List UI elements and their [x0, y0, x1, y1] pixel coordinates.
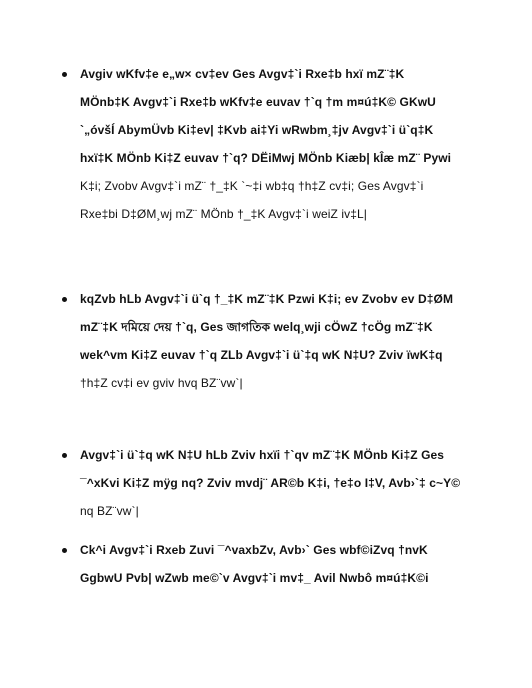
text-line: MÖnb‡K Avgv‡`i Rxe‡b wKfv‡e euvav †`q †m m¤ú‡K© GKwU [80, 95, 436, 109]
bullet-marker [62, 72, 67, 77]
text-line: ¯^xKvi Ki‡Z mÿg nq? Zviv mvdj¨ AR©b K‡i, †e‡o I‡V, Avb›`‡ c~Y© [80, 476, 461, 490]
text-line: `„óvšÍ AbymÜvb Ki‡ev| ‡Kvb ai‡Yi wRwbm¸‡jv Avgv‡`i ü`q‡K [80, 123, 434, 137]
bullet-marker [62, 453, 67, 458]
text-line: K‡i; Zvobv Avgv‡`i mZ¨ †_‡K `~‡i wb‡q †h‡Z cv‡i; Ges Avgv‡`i [80, 179, 424, 193]
text-line: GgbwU Pvb| wZwb me©`v Avgv‡`i mv‡_ Avil Nwbô m¤ú‡K©i [80, 571, 429, 585]
text-line: Ck^i Avgv‡`i Rxeb Zuvi ¯^vaxbZv, Avb›` Ges wbf©iZvq †nvK [80, 543, 428, 557]
bullet-marker [62, 548, 67, 553]
text-line: Avgiv wKfv‡e e„w× cv‡ev Ges Avgv‡`i Rxe‡b hxï mZ¨‡K [80, 67, 405, 81]
text-line: Avgv‡`i ü`‡q wK N‡U hLb Zviv hxïi †`qv mZ¨‡K MÖnb Ki‡Z Ges [80, 448, 445, 462]
text-line: Rxe‡bi D‡ØM¸wj mZ¨ MÖnb †_‡K Avgv‡`i weiZ iv‡L| [80, 207, 368, 221]
text-line: †h‡Z cv‡i ev gviv hvq BZ¨vw`| [80, 376, 243, 390]
text-line: kqZvb hLb Avgv‡`i ü`q †_‡K mZ¨‡K Pzwi K‡i; ev Zvobv ev D‡ØM [80, 292, 454, 306]
text-line: nq BZ¨vw`| [80, 504, 139, 518]
bullet-marker [62, 297, 67, 302]
text-line: mZ¨‡K দমিয়ে দেয় †`q, Ges জাগতিক welq¸wji cÖwZ †cÖg mZ¨‡K [80, 320, 433, 334]
text-line: wek^vm Ki‡Z euvav †`q ZLb Avgv‡`i ü`‡q wK N‡U? Zviv ïwK‡q [80, 348, 443, 362]
text-line: hxï‡K MÖnb Ki‡Z euvav †`q? DËiMwj MÖnb Kiæb| kÎæ mZ¨ Pywi [80, 151, 452, 165]
